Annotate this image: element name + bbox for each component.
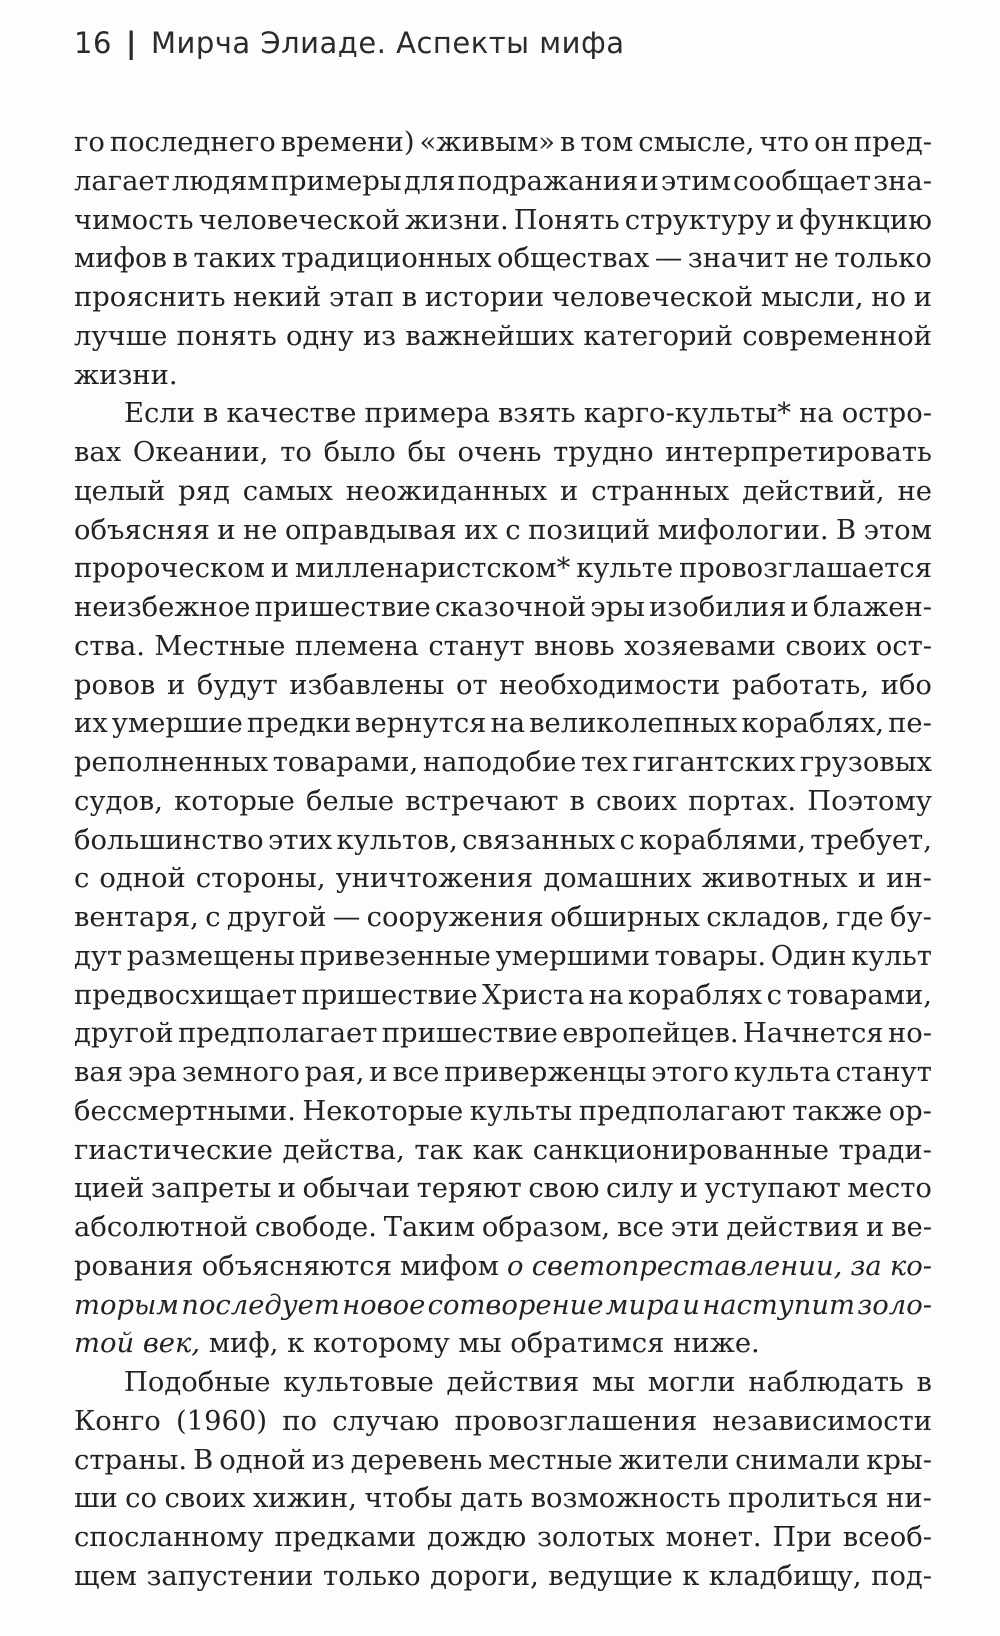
text-line: вах Океании, то было бы очень трудно интерпретировать [74,437,932,468]
text-line: предвосхищает пришествие Христа на кораблях с товарами, [74,979,932,1011]
text-line: прояснить некий этап в истории человеческой мысли, но и [74,282,932,313]
text-line: дут размещены привезенные умершими товары. Один культ [74,940,932,972]
text-line: Подобные культовые действия мы могли наблюдать в [124,1367,932,1398]
text-line: цией запреты и обычаи теряют свою силу и уступают место [74,1173,932,1205]
text-line: с одной стороны, уничтожения домашних животных и ин- [74,863,932,895]
body-text [74,124,932,1597]
text-line: пророческом и милленаристском* культе провозглашается [74,553,932,585]
text-line: той век, миф, к которому мы обратимся ниже. [74,1328,760,1360]
text-line: бессмертными. Некоторые культы предполагают также ор- [74,1095,932,1127]
running-head [74,26,625,60]
text-line: жизни. [74,359,178,391]
text-line: Конго (1960) по случаю провозглашения независимости [74,1405,932,1437]
text-line: судов, которые белые встречают в своих портах. Поэтому [74,785,932,817]
text-line: целый ряд самых неожиданных и странных действий, не [74,475,932,507]
text-line: их умершие предки вернутся на великолепных кораблях, пе- [74,708,932,740]
page-number: 16 [74,26,112,60]
text-line: щем запустении только дороги, ведущие к кладбищу, под- [74,1560,932,1592]
text-line: ства. Местные племена станут вновь хозяевами своих ост- [74,630,932,662]
text-line: Если в качестве примера взять карго-культы* на остро- [124,398,932,430]
text-line: вая эра земного рая, и все приверженцы этого культа станут [74,1057,932,1088]
text-line: чимость человеческой жизни. Понять структуру и функцию [74,204,932,236]
text-line: торым последует новое сотворение мира и наступит золо- [74,1289,932,1321]
text-line: лучше понять одну из важнейших категорий современной [74,320,932,352]
text-line: спосланному предками дождю золотых монет. При всеоб- [74,1522,932,1553]
text-line: вентаря, с другой — сооружения обширных складов, где бу- [74,902,932,933]
text-line: лагает людям примеры для подражания и этим сообщает зна- [74,165,932,197]
text-line: абсолютной свободе. Таким образом, все эти действия и ве- [74,1212,932,1243]
book-title: Мирча Элиаде. Аспекты мифа [151,26,625,60]
text-line: ровов и будут избавлены от необходимости работать, ибо [74,669,932,701]
text-line: большинство этих культов, связанных с кораблями, требует, [74,824,932,856]
text-line: реполненных товарами, наподобие тех гигантских грузовых [74,747,932,778]
text-line: гиастические действа, так как санкционированные тради- [74,1134,932,1166]
text-line: мифов в таких традиционных обществах — значит не только [74,243,932,275]
text-line: другой предполагает пришествие европейцев. Начнется но- [74,1018,932,1050]
text-line: неизбежное пришествие сказочной эры изобилия и блажен- [74,592,932,623]
header-separator: | [125,26,137,60]
text-line: го последнего времени) «живым» в том смысле, что он пред- [74,127,932,158]
text-line: ши со своих хижин, чтобы дать возможность пролиться ни- [74,1483,932,1515]
text-line: объясняя и не оправдывая их с позиций мифологии. В этом [74,514,932,546]
text-line: страны. В одной из деревень местные жители снимали кры- [74,1444,932,1476]
text-line: рования объясняются мифом о светопреставлении, за ко- [74,1250,932,1282]
